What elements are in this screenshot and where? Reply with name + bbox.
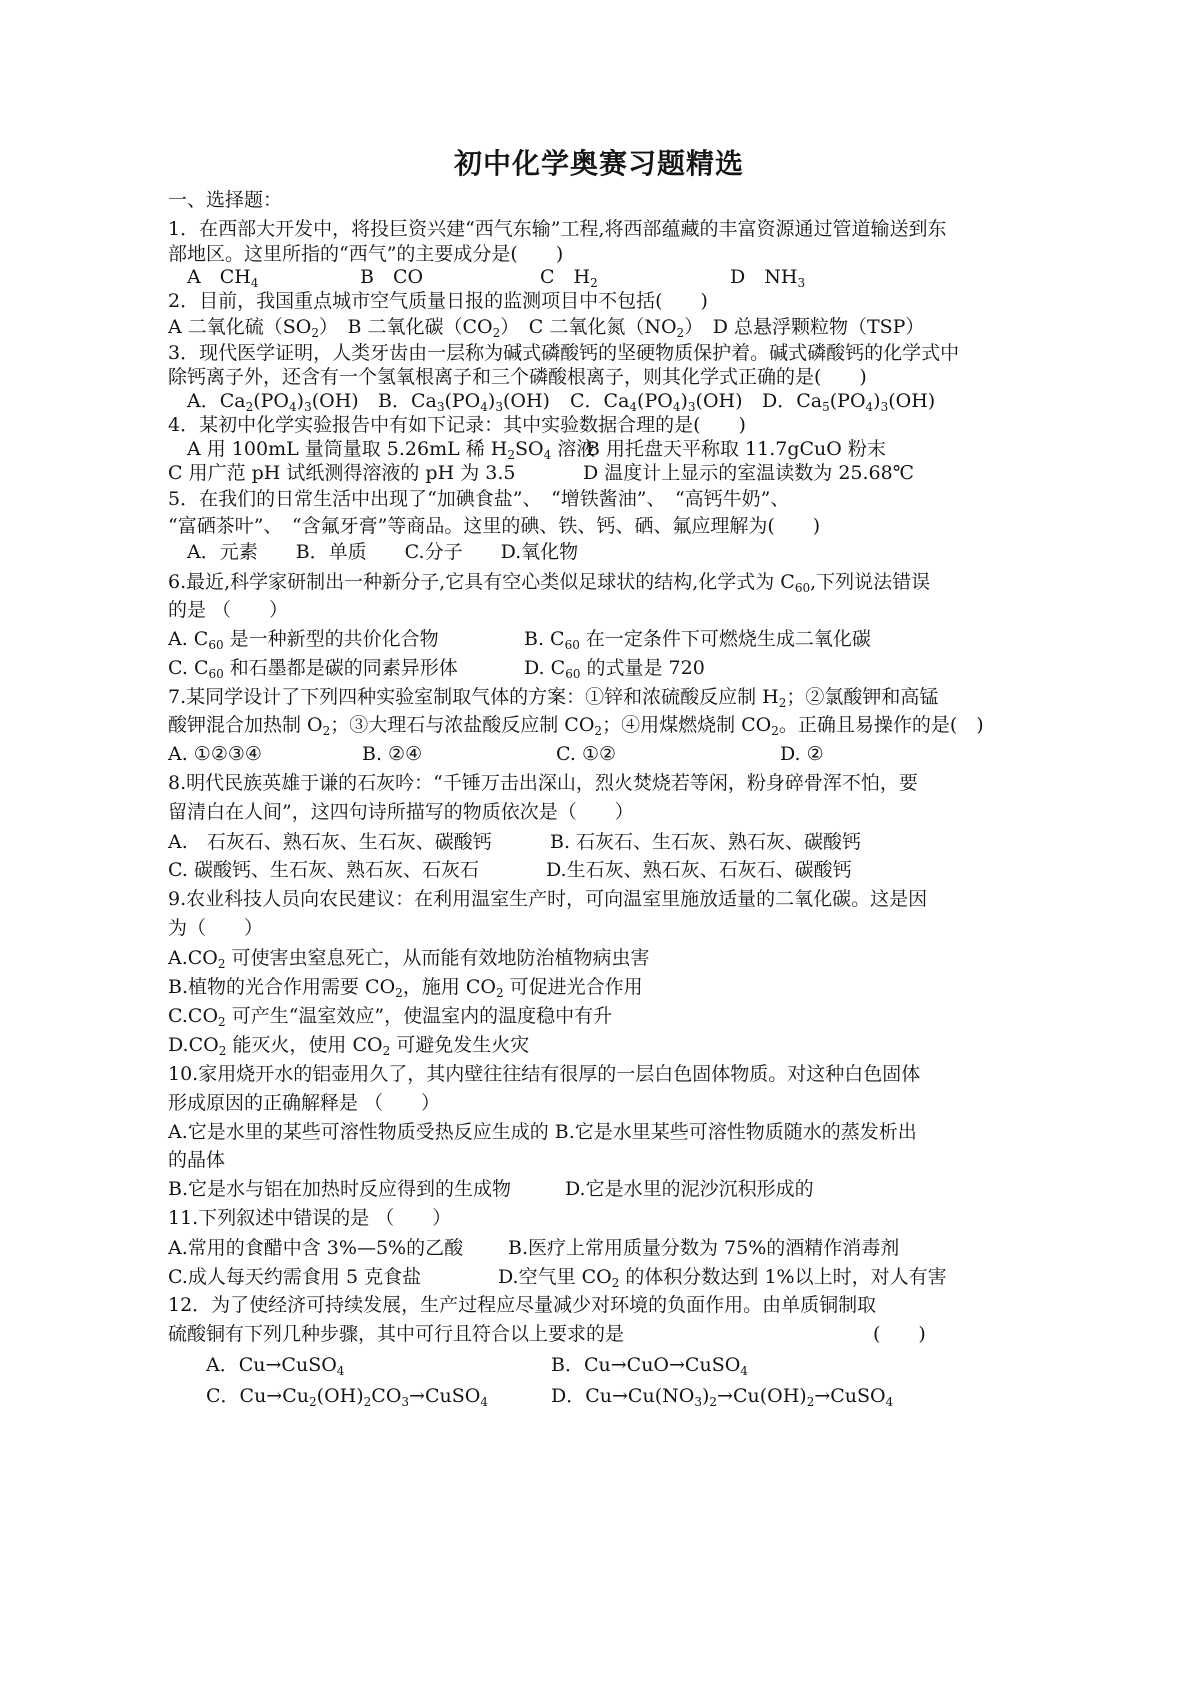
text-run: C 用广范 pH 试纸测得溶液的 pH 为 3.5	[168, 462, 516, 484]
text-run: 1．在西部大开发中，将投巨资兴建“西气东输”工程,将西部蕴藏的丰富资源通过管道输送到东	[168, 218, 947, 240]
text-run: (PO	[637, 390, 673, 412]
subscript: 3	[797, 276, 806, 290]
text-run: B CO	[360, 266, 424, 288]
text-run: 可产生“温室效应”，使温室内的温度稳中有升	[225, 1005, 613, 1027]
text-run: D.生石灰、熟石灰、石灰石、碳酸钙	[546, 859, 852, 881]
q12-options-1-col-2	[551, 1354, 748, 1378]
text-run: D. C	[524, 657, 566, 679]
text-run: (OH)	[502, 390, 550, 412]
q12-options-1-col-1	[206, 1354, 345, 1378]
text-run: C. 碳酸钙、生石灰、熟石灰、石灰石	[168, 859, 479, 881]
q8-options-2-col-1	[168, 861, 479, 880]
subscript: 4	[480, 1395, 488, 1409]
subscript: 4	[289, 400, 297, 414]
q1-options-col-2	[360, 268, 423, 287]
subscript: 3	[304, 400, 312, 414]
subscript: 60	[564, 638, 580, 652]
text-run: C．Ca	[570, 390, 630, 412]
q9-option-b	[168, 976, 643, 1000]
text-run: C．Cu→Cu	[206, 1385, 310, 1407]
subscript: 3	[495, 400, 503, 414]
text-run: →CuSO	[409, 1385, 481, 1407]
text-run: C.CO	[168, 1005, 219, 1027]
q3-line-1	[168, 344, 959, 363]
text-run: 12．为了使经济可持续发展，生产过程应尽量减少对环境的负面作用。由单质铜制取	[168, 1294, 877, 1316]
subscript: 2	[363, 1395, 372, 1409]
text-run: 可避免发生火灾	[390, 1034, 530, 1056]
text-run: D．Cu→Cu(NO	[551, 1385, 695, 1407]
text-run: A.它是水里的某些可溶性物质受热反应生成的 B.它是水里某些可溶性物质随水的蒸发析出	[168, 1121, 917, 1143]
text-run: )	[680, 390, 688, 412]
text-run: B．Ca	[378, 390, 437, 412]
q8-options-1-col-2	[550, 833, 861, 852]
q3-options-col-3	[570, 390, 743, 414]
q12-options-2-col-2	[551, 1385, 894, 1409]
subscript: 2	[495, 986, 504, 1000]
subscript: 3	[687, 400, 696, 414]
text-run: 9.农业科技人员向农民建议：在利用温室生产时，可向温室里施放适量的二氧化碳。这是因	[168, 888, 928, 910]
subscript: 60	[208, 667, 224, 681]
subscript: 2	[217, 957, 226, 971]
text-run: A 二氧化硫（SO	[168, 316, 312, 338]
subscript: 2	[311, 326, 319, 340]
q6-options-2-col-1	[168, 657, 458, 681]
text-run: )	[296, 390, 305, 412]
subscript: 4	[865, 400, 874, 414]
subscript: 5	[822, 400, 830, 414]
subscript: 4	[250, 276, 259, 290]
q10-options-cd-col-1	[168, 1180, 511, 1199]
text-run: )	[701, 1385, 710, 1407]
q8-line-2	[168, 803, 634, 822]
subscript: 2	[382, 1044, 391, 1058]
subscript: 2	[507, 448, 516, 462]
subscript: 2	[395, 986, 403, 1000]
q7-options-col-3	[556, 745, 616, 764]
text-run: 除钙离子外，还含有一个氢氧根离子和三个磷酸根离子，则其化学式正确的是( )	[168, 366, 867, 388]
q1-options-col-3	[540, 266, 598, 290]
text-run: 留清白在人间”，这四句诗所描写的物质依次是（ ）	[168, 801, 634, 823]
text-run: C. ①②	[556, 743, 617, 765]
text-run: A. C	[168, 628, 209, 650]
subscript: 3	[694, 1395, 702, 1409]
page-title: 初中化学奥赛习题精选	[453, 147, 744, 180]
q7-options-col-1	[168, 745, 262, 764]
q7-options-col-2	[362, 745, 422, 764]
text-run: 11.下列叙述中错误的是 （ ）	[168, 1207, 452, 1229]
subscript: 4	[543, 448, 552, 462]
text-run: 。正确且易操作的是( )	[778, 714, 984, 736]
text-run: 可促进光合作用	[503, 976, 643, 998]
q12-line-1	[168, 1296, 876, 1315]
text-run: 4．某初中化学实验报告中有如下记录：其中实验数据合理的是( )	[168, 414, 746, 436]
text-run: )	[873, 390, 881, 412]
text-run: 形成原因的正确解释是 （ ）	[168, 1092, 441, 1114]
subscript: 2	[676, 326, 685, 340]
q2-line-1	[168, 292, 708, 311]
q9-option-d	[168, 1034, 530, 1058]
q9-line-1	[168, 890, 927, 909]
text-run: (OH)	[316, 1385, 364, 1407]
q1-line-1	[168, 220, 947, 239]
text-run: 5．在我们的日常生活中出现了“加碘食盐”、 “增铁酱油”、 “高钙牛奶”、	[168, 488, 790, 510]
q5-options	[187, 543, 578, 562]
q7-options-col-4	[780, 745, 824, 764]
subscript: 2	[245, 400, 254, 414]
text-run: 2．目前，我国重点城市空气质量日报的监测项目中不包括( )	[168, 290, 708, 312]
text-run: 溶液	[551, 438, 596, 460]
q12-options-2-col-1	[206, 1385, 488, 1409]
text-run: 为（ ）	[168, 917, 264, 939]
q11-options-1-col-2	[508, 1239, 899, 1258]
text-run: 8.明代民族英雄于谦的石灰吟：“千锤万击出深山，烈火焚烧若等闲，粉身碎骨浑不怕，要	[168, 772, 918, 794]
text-run: )	[487, 390, 496, 412]
text-run: 在一定条件下可燃烧生成二氧化碳	[579, 628, 871, 650]
text-run: 一、选择题：	[168, 189, 283, 211]
q3-options-col-2	[378, 390, 550, 414]
text-run: D 温度计上显示的室温读数为 25.68℃	[583, 462, 914, 484]
text-run: “富硒茶叶”、 “含氟牙膏”等商品。这里的碘、铁、钙、硒、氟应理解为( )	[168, 515, 821, 537]
q9-option-c	[168, 1005, 613, 1029]
q8-options-1-col-1	[168, 833, 492, 852]
text-run: 是一种新型的共价化合物	[223, 628, 439, 650]
subscript: 4	[629, 400, 638, 414]
subscript: 2	[771, 724, 779, 738]
subscript: 2	[218, 1044, 227, 1058]
q8-options-2-col-2	[546, 861, 852, 880]
q10-option-ab	[168, 1123, 917, 1142]
text-run: 的晶体	[168, 1149, 226, 1171]
q1-options-col-1	[187, 266, 259, 290]
text-run: CO	[371, 1385, 402, 1407]
q1-line-2	[168, 245, 563, 264]
subscript: 2	[492, 326, 501, 340]
subscript: 2	[309, 1395, 317, 1409]
subscript: 3	[880, 400, 889, 414]
q5-line-2	[168, 517, 820, 536]
text-run: 的式量是 720	[580, 657, 705, 679]
text-run: A．元素 B．单质 C.分子 D.氧化物	[187, 541, 579, 563]
text-run: A.CO	[168, 947, 218, 969]
q12-line-2-col-1	[168, 1325, 624, 1344]
q4-line-1	[168, 416, 746, 435]
text-run: B.它是水与铝在加热时反应得到的生成物	[168, 1178, 512, 1200]
text-run: ；③大理石与浓盐酸反应制 CO	[330, 714, 595, 736]
q3-line-2	[168, 368, 867, 387]
section-heading	[168, 191, 282, 210]
q10-line-2	[168, 1094, 440, 1113]
text-run: A. ①②③④	[168, 743, 262, 765]
q4-options-2-col-2	[583, 464, 914, 483]
text-run: ( )	[873, 1323, 926, 1345]
subscript: 60	[565, 667, 581, 681]
text-run: D.它是水里的泥沙沉积形成的	[565, 1178, 814, 1200]
text-run: ,下列说法错误	[810, 571, 931, 593]
text-run: 可使害虫窒息死亡，从而能有效地防治植物病虫害	[225, 947, 650, 969]
text-run: ；④用煤燃烧制 CO	[602, 714, 772, 736]
text-run: B.医疗上常用质量分数为 75%的酒精作消毒剂	[508, 1237, 900, 1259]
q11-options-2-col-2	[498, 1266, 947, 1290]
text-run: →CuSO	[814, 1385, 886, 1407]
text-run: B. ②④	[362, 743, 423, 765]
subscript: 4	[672, 400, 681, 414]
text-run: 的体积分数达到 1%以上时，对人有害	[619, 1266, 947, 1288]
text-run: ） B 二氧化碳（CO	[319, 316, 493, 338]
text-run: A. 石灰石、熟石灰、生石灰、碳酸钙	[168, 831, 492, 853]
text-run: (PO	[444, 390, 481, 412]
text-run: A．Cu→CuSO	[206, 1354, 337, 1376]
text-run: 3．现代医学证明，人类牙齿由一层称为碱式磷酸钙的坚硬物质保护着。碱式磷酸钙的化学式中	[168, 342, 960, 364]
text-run: D．Ca	[762, 390, 823, 412]
q11-options-1-col-1	[168, 1239, 463, 1258]
text-run: A 用 100mL 量筒量取 5.26mL 稀 H	[187, 438, 508, 460]
text-run: B. 石灰石、生石灰、熟石灰、碳酸钙	[550, 831, 862, 853]
q9-line-2	[168, 919, 263, 938]
q10-option-b-cont	[168, 1151, 225, 1170]
text-run: B．Cu→CuO→CuSO	[551, 1354, 741, 1376]
subscript: 2	[611, 1276, 620, 1290]
q6-options-2-col-2	[524, 657, 705, 681]
q10-options-cd-col-2	[565, 1180, 814, 1199]
q7-line-1	[168, 686, 939, 710]
q6-options-1-col-2	[524, 628, 871, 652]
text-run: 能灭火，使用 CO	[226, 1034, 383, 1056]
text-run: 部地区。这里所指的“西气”的主要成分是( )	[168, 243, 564, 265]
text-run: A.常用的食醋中含 3%—5%的乙酸	[168, 1237, 464, 1259]
text-run: 和石墨都是碳的同素异形体	[223, 657, 458, 679]
q7-line-2	[168, 714, 984, 738]
subscript: 2	[322, 724, 331, 738]
subscript: 3	[401, 1395, 410, 1409]
q8-line-1	[168, 774, 918, 793]
q10-line-1	[168, 1065, 920, 1084]
q6-line-2	[168, 601, 288, 620]
text-run: D. ②	[780, 743, 824, 765]
text-run: (PO	[253, 390, 290, 412]
text-run: →Cu(OH)	[717, 1385, 807, 1407]
q1-options-col-4	[730, 266, 806, 290]
q11-line-1	[168, 1209, 451, 1228]
subscript: 2	[709, 1395, 718, 1409]
text-run: 酸钾混合加热制 O	[168, 714, 323, 736]
text-run: 6.最近,科学家研制出一种新分子,它具有空心类似足球状的结构,化学式为 C	[168, 571, 795, 593]
text-run: 7.某同学设计了下列四种实验室制取气体的方案：①锌和浓硫酸反应制 H	[168, 686, 779, 708]
text-run: SO	[515, 438, 544, 460]
subscript: 60	[794, 581, 811, 595]
text-run: ，施用 CO	[402, 976, 496, 998]
text-run: D NH	[730, 266, 798, 288]
subscript: 3	[436, 400, 445, 414]
q6-options-1-col-1	[168, 628, 439, 652]
subscript: 60	[208, 638, 224, 652]
text-run: (OH)	[311, 390, 359, 412]
q5-line-1	[168, 490, 789, 509]
subscript: 4	[740, 1364, 748, 1378]
text-run: ） C 二氧化氮（NO	[500, 316, 677, 338]
text-run: B 用托盘天平称取 11.7gCuO 粉末	[586, 438, 886, 460]
q4-options-1-col-2	[586, 440, 886, 459]
text-run: D.CO	[168, 1034, 219, 1056]
subscript: 2	[594, 724, 603, 738]
text-run: C.成人每天约需食用 5 克食盐	[168, 1266, 422, 1288]
text-run: A CH	[187, 266, 251, 288]
text-run: A．Ca	[187, 390, 246, 412]
q12-line-2-col-2	[873, 1325, 926, 1344]
text-run: B. C	[524, 628, 565, 650]
q3-options-col-4	[762, 390, 936, 414]
text-run: (OH)	[888, 390, 936, 412]
text-run: (OH)	[695, 390, 743, 412]
subscript: 4	[480, 400, 488, 414]
text-run: 的是 （ ）	[168, 599, 289, 621]
text-run: ） D 总悬浮颗粒物（TSP）	[684, 316, 925, 338]
q4-options-2-col-1	[168, 464, 515, 483]
q3-options-col-1	[187, 390, 359, 414]
text-run: ；②氯酸钾和高锰	[786, 686, 939, 708]
text-run: C H	[540, 266, 591, 288]
subscript: 2	[778, 696, 787, 710]
subscript: 2	[590, 276, 598, 290]
text-run: D.空气里 CO	[498, 1266, 612, 1288]
q9-option-a	[168, 947, 650, 971]
subscript: 2	[218, 1015, 226, 1029]
text-run: B.植物的光合作用需要 CO	[168, 976, 396, 998]
text-run: C. C	[168, 657, 209, 679]
q2-options	[168, 316, 925, 340]
q6-line-1	[168, 571, 931, 595]
subscript: 4	[336, 1364, 345, 1378]
text-run: 硫酸铜有下列几种步骤，其中可行且符合以上要求的是	[168, 1323, 625, 1345]
text-run: (PO	[829, 390, 866, 412]
q11-options-2-col-1	[168, 1268, 421, 1287]
q4-options-1-col-1	[187, 438, 596, 462]
subscript: 4	[885, 1395, 894, 1409]
subscript: 2	[806, 1395, 815, 1409]
text-run: 10.家用烧开水的铝壶用久了，其内壁往往结有很厚的一层白色固体物质。对这种白色固体	[168, 1063, 921, 1085]
